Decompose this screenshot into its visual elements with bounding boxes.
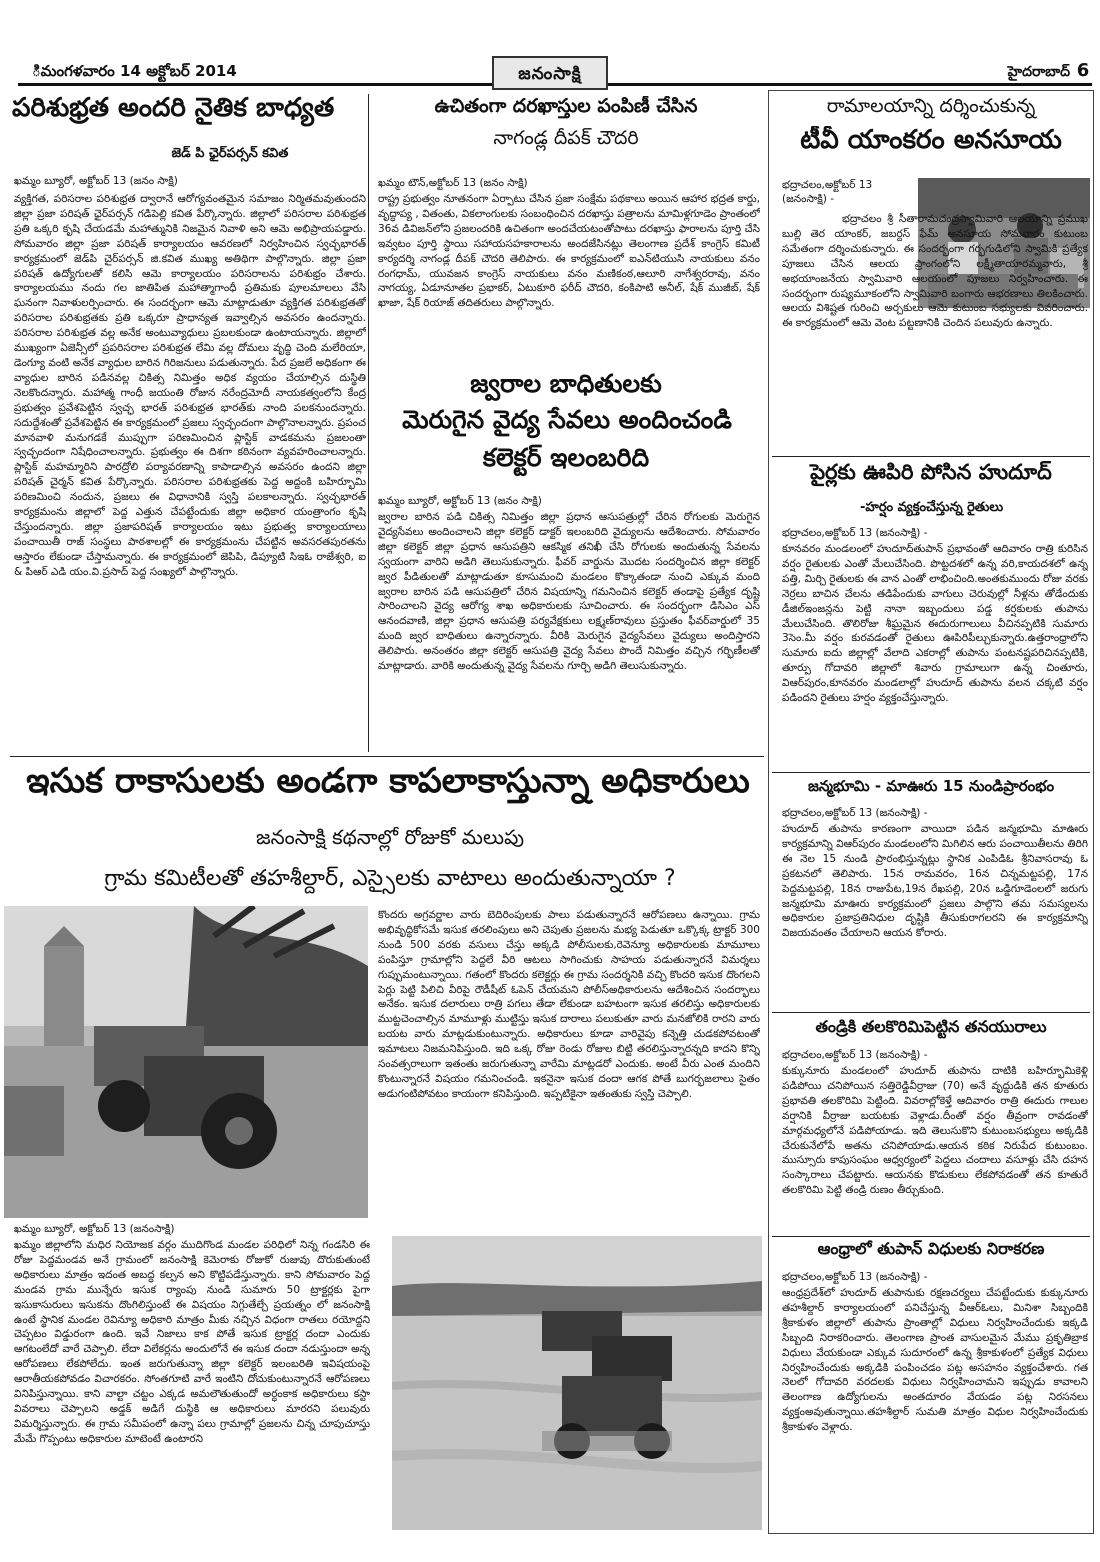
kavitha-headline: పరిశుభ్రత అందరి నైతిక బాధ్యత xyxy=(12,94,335,123)
anasuya-body: భద్రాచలం శ్రీ సీతారామచంద్రస్వామివారి ఆలయాన్ని ప్రముఖ బుల్లి తెర యాంకర్, జబర్దస్ ఫేమ్ అనసూయ సోమవారం కుటుంబ సమేతంగా దర్శించుకున్నారు. ఈ సందర్భంగా గర్భగుడిలోని స్వామికి ప్రత్యేక పూజలు చేసిన ఆలయ ప్రాంగంలోని లక్ష్మీతాయారమ్మవారు, శ్రీ అభయాంజనేయ స్వామివారి ఆలయంలో పూజలు నిర్వహించారు. ఈ సందర్భంగా రుష్యమూకంలోని స్వామివారి బంగారు ఆభరణాలు తిలకించారు. ఆలయ విశిష్టత గురించి అర్చకులు ఆమె కుటుంబ సభ్యులకు వివరించారు. ఈ కార్యక్రమంలో ఆమె వెంట పట్టణానికి చెందిన పలువురు ఉన్నారు. xyxy=(782,213,1088,330)
sand-body-right: కొందరు అగ్రవర్ణాల వారు బెదిరింపులకు పాలు పడుతున్నారనే ఆరోపణలు ఉన్నాయి. గ్రామ అభివృద్ధికోసమే ఇసుక తరలింపులు అని చెపుతు ప్రజలను మభ్య పెడుతూ ఒక్కొక్క ట్రాక్టర్ 300 నుండి 500 వరకు వసులు చేస్తు అక్కడి పోలీసులకు,రెవెన్యూ అధికారులకు మామూలు పంపిస్తూ గ్రామాల్లోని పెద్దలే వీరి ఆటలు సాగించుకు సాహయ పడుతున్నారనే విమర్శలు గుప్పుమంటున్నాయి. గతంలో కొందరు కలెక్టర్లు ఈ గ్రామ సందర్శనికి వచ్చి కొందరి ఇసుక దొంగలని పెర్లు పెట్టి పిలిచి వీరిపై రౌడీషీట్ ఓపెన్ చేయమని పోలీస్‌అధికారులను ఆదేశించిన సందర్భాలు అనేకం. ఇసుక దలారులు రాత్రి పగలు తేడా లేకుండా బహటంగా ఇసుక తరలిస్తు అధికారులకు ముట్టచెంచాల్సిన మామూళ్లు ముట్టిస్తు ఇసుక దారాలు పలుకుతూ వారు మనజోలికి రారని వారు బయట వారు మాట్లడుకుంటున్నారు. అధికారులు కూడా వారివైపు కన్నెత్తి చుడకపోవటంతో ఇమాటలు నిజమనిపిస్తుంది. ఇది ఒక్క రోజు రెండు రోజుల బిట్టి తరలిస్తున్నారన్నది కాదని కొన్ని సంవత్సరాలుగా ఇతంతు జరుగుతున్నా వారేమి మాట్లడరో ఎందుకు. అంటే వీరు ఎంత మందిని కొంటున్నారనే విషయం గమనించండి. ఇకనైనా ఇసుక దందా ఆగక పోతే బుగర్భజలాలు సైతం అడుగంటిపోవటం కాయంగా కనిపిస్తుంది. ఇప్పటికైనా ఇతంతుకు స్వస్తి చెప్పాలి. xyxy=(378,909,760,1100)
masthead-city: హైదరాబాద్ xyxy=(1007,64,1070,80)
right-divider xyxy=(772,1236,1090,1237)
anasuya-dateline: భద్రాచలం,అక్టోబర్ 13 (జనంసాక్షి) - xyxy=(782,179,873,206)
hudhud-headline: పైర్లకు ఊపిరి పోసిన హుదూద్ xyxy=(810,460,1052,484)
kavitha-subhead: జెడ్ పి ఛైర్‌పర్సన్ కవిత xyxy=(171,146,289,161)
sand-headline: ఇసుక రాకాసులకు అండగా కాపలాకాస్తున్నా అధికారులు xyxy=(26,762,750,801)
fever-headline-1: జ్వరాల బాధితులకు xyxy=(470,370,662,398)
hudhud-subhead: -హర్షం వ్యక్తంచేస్తున్న రైతులు xyxy=(860,500,1004,515)
andhra-dateline: భద్రాచలం,అక్టోబర్ 13 (జనంసాక్షి) - xyxy=(782,1271,928,1283)
fever-headline-2: మెరుగైన వైద్య సేవలు అందించండి xyxy=(402,406,732,434)
right-divider xyxy=(772,1012,1090,1013)
daughter-dateline: భద్రాచలం,అక్టోబర్ 13 (జనంసాక్షి) - xyxy=(782,1049,928,1061)
river-tractors-photo xyxy=(392,1236,762,1530)
andhra-headline: ఆంధ్రాలో తుపాన్ విధులకు నిరాకరణ xyxy=(817,1240,1045,1258)
fever-body: జ్వరాల బారిన పడి చికిత్స నిమిత్తం జిల్లా ప్రధాన ఆసుపత్రుల్లో చేరిన రోగులకు మెరుగైన వైద్యసేవలు అందించాలని జిల్లా కలెక్టర్ డాక్టర్ ఇలంబరిది వైద్యులను ఆదేశించారు. సోమవారం జిల్లా కలెక్టర్ జిల్లా ప్రధాన ఆసుపత్రిని ఆకస్మిక తనిఖీ చేసి రోగులకు అందుతున్న సేవలను స్వయంగా వారిని అడిగి తెలుసుకున్నారు. ఫీవర్ వార్డును మొదట సందర్శించిన జిల్లా కలెక్టర్ జ్వర పీడితులతో మాట్లాడుతూ కూసుమంచి మండలం కొక్కాతండా నుంచి ఎక్కువ మంది జ్వరాల బారిన పడి ఆసుపత్రిలో చేరిన విషయాన్ని గమనించిన కలెక్టర్ తండాపై ప్రత్యేక దృష్టి సారించాలని వైద్య ఆరోగ్య శాఖ అధికారులకు సూచించారు. ఈ సందర్భంగా డిసిఎం ఎస్ ఆనందవాణి, జిల్లా ప్రధాన ఆసుపత్రి పర్యవేక్షకులు లక్ష్మణ్‌రావులు ప్రస్తుతం ఫీవర్‌వార్డులో 35 మంది జ్వర బాధితులు ఉన్నారన్నారు. వీరికి మెరుగైన వైద్యసేవలు వైద్యులు అందిస్తారని తెలిపారు. అనంతరం జిల్లా కలెక్టర్ ఆసుపత్రి వైద్య సేవలు పొందే నిమిత్తం వచ్చిన గర్భిణీలతో మాట్లాడారు. వారికి అందుతున్న వైద్య సేవలను గూర్చి అడిగి తెలుసుకున్నారు. xyxy=(378,511,760,673)
fever-headline-3: కలెక్టర్ ఇలంబరిది xyxy=(482,444,650,472)
deepak-dateline: ఖమ్మం టౌన్,అక్టోబర్ 13 (జనం సాక్షి) xyxy=(378,177,528,189)
right-divider xyxy=(772,772,1090,773)
sand-dateline: ఖమ్మం బ్యూరో, అక్టోబర్ 13 (జనంసాక్షి) xyxy=(14,1223,175,1235)
deepak-headline-1: ఉచితంగా దరఖాస్తుల పంపిణీ చేసిన xyxy=(434,96,698,117)
daughter-body: కుక్కునూరు మండలంలో హుదూద్ తుపాను దాటికి బహిర్భూమికెళ్లి పడిపోయి చనిపోయిన సత్తిరెడ్డివీర్రాజు (70) అనే వృద్దుడికి తన కూతురు ప్రభావతి తలకొరిమి పెట్టింది. వివరాల్లోకెళ్తే ఆదివారం రాత్రి ఈదురు గాలుల వర్షానికి వీర్రాజు బయటకు వెళ్లాడు.దీంతో వర్షం తీవ్రంగా రావడంతో మార్గమధ్యలోనే పడిపోయాడు. ఇది తెలుసుకొని కుటుంబసభ్యులు అక్కడికి చేరుకునేలోపే అతను చనిపోయాడు.ఆయన కఠిక నిరుపేద కుటుంబం. ముస్సూరు కాపుసంఘం ఆధ్వర్యంలో పెద్దలు చందాలు వసూళ్లు చేసి దహన సంస్కారాలు చేపట్టారు. ఆయనకు కొడుకులు లేకపోవడంతో తన కూతురే తలకొరిమి పెట్టి తండ్రి రుణం తీర్చుకుంది. xyxy=(782,1065,1088,1197)
fever-dateline: ఖమ్మం బ్యూరో, అక్టోబర్ 13 (జనం సాక్షి) xyxy=(378,495,542,507)
janmabhoomi-headline: జన్మభూమి - మాఊరు 15 నుండిప్రారంభం xyxy=(807,778,1055,795)
right-divider xyxy=(772,456,1090,457)
column-rule xyxy=(368,94,369,752)
tractor-photo xyxy=(4,906,368,1218)
daughter-headline: తండ్రికి తలకొరిమిపెట్టిన తనయురాలు xyxy=(815,1018,1047,1036)
sand-body-left: ఖమ్మం జిల్లాలోని మధిర నియోజక వర్గం ముదిగొండ మండల పరిధిలో నిన్న గండసిరి ఈ రోజు పెద్దమండవ అనే గ్రామంలో జనంసాక్షి కెమెరాకు రోజుకో రుజువు దొరుకుతుంటే అధికారులు మాత్రం ఇదంత అబద్ధ కల్పన అని కొట్టిపడేస్తున్నారు. కాని సోమవారం పెద్ద మండవ గ్రామ మున్నేరు ఇసుక ర్యాంపు నుండి సుమారు 50 ట్రాక్టర్లకు పైగా ఇసుకాసురులు ఇసుకను దొంగిలిస్తుంటే ఈ విషయం నిగ్గుతేల్చే ప్రయత్నం లో జనంసాక్షి ఉంటే స్థానిక మండల రెవిన్యూ అధికారి మాత్రం మీకు నచ్చిన విధంగా రాతలు రయోద్దని చెప్పటం విడ్డురంగా ఉంది. ఇవే నిజాలు కాక పోతే ఇసుక ట్రాక్టర్ల దందా ఎందుకు ఆగటంలేదో వారే చెప్పాలి. లేదా విలేకర్లను అందులోనే ఈ ఇసుక దందా నడుస్తుందా అన్న ఆరోపణలు లేకపోలేదు. ఇంత జరుగుతున్నా జిల్లా కలెక్టర్ ఇలంబరితి ఇవిషయంపై ఆరాతీయకపోవడం విచారకరం. సోంతగూటి వారే ఇంటిని దోచుకుంటున్నారనే ఆరోపణలు వినిపిస్తున్నాయి. కాని వాల్టా చట్టం ఎక్కడ అమలౌతుతుందో అర్ధంకాక అధికారులు కస్టా వివరాలు చెప్పాలని అడ్డక్ అడిగే దుస్థికి ఆ అధికారులు మారరని పలువురు విమర్శిస్తున్నారు. ఈ గ్రామ సమీపంలో ఉన్నా పలు గ్రామాల్లో ప్రజలను చిన్న చూపుచూస్తు మేమే గొప్పంటు అధికారుల మాటెంటే ఉంటారని xyxy=(14,1239,370,1445)
sand-subhead-2: గ్రామ కమిటీలతో తహశీల్దార్, ఎస్సైలకు వాటాలు అందుతున్నాయా ? xyxy=(104,866,676,891)
hudhud-dateline: భద్రాచలం,అక్టోబర్ 13 (జనంసాక్షి) - xyxy=(782,527,928,539)
anasuya-headline-1: రామాలయాన్ని దర్శించుకున్న xyxy=(826,96,1036,117)
kavitha-body: వ్యక్తిగత, పరిసరాల పరిశుభ్రత ద్వారానే ఆరోగ్యవంతమైన సమాజం నిర్మితమవుతుందని జిల్లా ప్రజా పరిషత్ ఛైర్‌పర్సన్ గడిపెల్లి కవిత పేర్కొన్నారు. జిల్లాలో పరిసరాల పరిశుభ్రత ప్రతి ఒక్కరి కృషి చేయడమే మహాత్మునికి నిజమైన నివాళి అని ఆమె అభిప్రాయపడ్డారు. సోమవారం జిల్లా ప్రజా పరిషత్ కార్యాలయం ఆవరణలో నిర్వహించిన స్వచ్ఛభారత్ కార్యక్రమంలో జెడ్‌పి చైర్‌పర్సన్ జి.కవిత ముఖ్య అతిథిగా పాల్గొన్నారు. జిల్లా ప్రజా పరిషత్ ఉద్యోగులతో కలిసి ఆమె కార్యాలయం పరిసరాలను పరిశుభ్రం చేశారు. కార్యాలయము నందు గల జాతిపిత మహాత్మాగాంధీ ప్రతిమకు పూలమాలలు వేసి ఘనంగా నివాళులర్పించారు. ఈ సందర్భంగా ఆమె మాట్లాడుతూ వ్యక్తిగత పరిశుభ్రతతో పరిసరాల పరిశుభ్రతకు ప్రతి ఒక్కరూ ప్రాధాన్యత ఇవ్వాల్సిన అవసరం ఉందన్నారు. పరిసరాల పరిశుభ్రత వల్ల అనేక అంటువ్యాధులు ప్రబలకుండా ఉంటాయన్నారు. జిల్లాలో ముఖ్యంగా ఏజెన్సీలో ప్రపరిసరాల పరిశుభ్రత లేమి వల్ల దోమలు వృద్ధి చెంది మలేరియా, డెంగ్యూ వంటి అనేక వ్యాధుల బారిన గిరిజనులు పడుతున్నారు. పేద ప్రజలే అధికంగా ఈ వ్యాధుల బారిన పడినవల్ల చికిత్స నిమిత్తం అధిక వ్యయం చేయాల్సిన దుస్థితి నెలకొందన్నారు. మహాత్మ గాంధీ జయంతి రోజున నరేంద్రమోదీ నాయకత్వంలోని కేంద్ర ప్రభుత్వం ప్రవేశపెట్టిన స్వచ్ఛ భారత్ పరిశుభ్రత భారత్‌కు నాంది పలకనుందన్నారు. సదుద్దేశంతో ప్రవేశపెట్టిన ఈ కార్యక్రమంలో ప్రజలు స్వచ్ఛందంగా పాల్గొనాలన్నారు. ప్రపంచ మానవాళి మనుగడకే ముప్పుగా పరిణమించిన ప్లాస్టిక్ వాడకమను ప్రజలంతా స్వచ్ఛందంగా నిషేధించాలన్నారు. ప్రభుత్వం ఈ దిశగా కఠినంగా వ్యవహరించాలన్నారు. ప్లాస్టిక్ మహమ్మారిని పారద్రోలి పర్యావరణాన్ని కాపాడాల్సిన అవసరం ఉందని జిల్లా పరిషత్ చైర్మన్ కవిత పేర్కొన్నారు. పరిసరాల పరిశుభ్రతకు పెద్ద అద్దంకి బహిర్భూమి పరిణమించి నందున, ప్రజలు ఈ విధానానికి స్వస్తి పలకాలన్నారు. స్వచ్ఛభారత్ కార్యక్రమంను జిల్లాలో పెద్ద ఎత్తున చేపట్టేందుకు జిల్లా అధికార యంత్రాంగం కృషి చేస్తుందన్నారు. జిల్లా ప్రజాపరిషత్ కార్యాలయం ఇటు ప్రభుత్వ కార్యాలయాలు పంచాయితీ రాజ్ సంస్థలు పాఠశాలల్లో ఈ కార్యక్రమంను చేపట్టిన అవసరతపురతను ఆస్తారం లేకుండా చేస్తామన్నారు. ఈ కార్యక్రమంలో జెపిపి, డిప్యూటి సిఇఓ రాజేశ్వరి, ఐ & పిఆర్ ఎడి యం.వి.ప్రసాద్ పెద్ద సంఖ్యలో పాల్గొన్నారు. xyxy=(14,193,366,578)
deepak-headline-2: నాగండ్ల దీపక్ చౌదరి xyxy=(493,128,639,149)
page-number: 6 xyxy=(1076,60,1090,81)
kavitha-dateline: ఖమ్మం బ్యూరో, అక్టోబర్ 13 (జనం సాక్షి) xyxy=(14,175,178,187)
sand-subhead-1: జనంసాక్షి కథనాల్లో రోజుకో మలుపు xyxy=(255,826,525,849)
hudhud-body: కూనవరం మండలంలో హుదూద్‌తుపాన్ ప్రభావంతో ఆదివారం రాత్రి కురిసిన వర్షం రైతులకు ఎంతో మేలుచేసింది. పొట్టదశలో ఉన్న వరి,కాయదశలో ఉన్న పత్తి, మిర్చి రైతులకు ఈ వాన ఎంతో లాభించింది.అంతకుముందు రోజు వరకు నెర్రలు బాచిన చేలను తడిపేందుకు వాగులు చెరువుల్లో నీళ్లను తోడేందుకు డీజిల్‌ఇంజన్లను పెట్టి నానా ఇబ్బందులు పడ్డ కర్షకులకు తుపాను మేలుచేసింది. తొలిరోజు శీఘ్రమైన ఈదురుగాలులు వీచినప్పటికి సుమారు 3సెం.మీ వర్షం కురవడంతో రైతులు ఊపిరిపీల్చుకున్నారు.ఉత్తరాంధ్రాలోని సుమారు ఐదు జిల్లాల్లో వేలాది ఎకరాల్లో తుపాను పంటనష్టపరిచినప్పటికి, తూర్పు గోదావరి జిల్లాలో శివారు గ్రామాలుగా ఉన్న చింతూరు, విఆర్‌పురం,కూనవరం మండలాల్లో హుదూద్ తుపాను వలన చక్కటి వర్షం పడిందని రైతులు హర్షం వ్యక్తంచేస్తున్నారు. xyxy=(782,543,1088,705)
janmabhoomi-body: హుదూద్ తుపాను కారణంగా వాయిదా పడిన జన్మభూమి మాఊరు కార్యక్రమాన్ని విఆర్‌పురం మండలంలోని మిగిలిన ఆరు పంచాయితీలను తిరిగి ఈ నెల 15 నుండి ప్రారంభిస్తున్నట్లు స్థానిక ఎంపిడిఓ శ్రీనివాసరావు ఓ ప్రకటనలో తెలిపారు. 15న రామవరం, 16న చిన్నమట్టపల్లి, 17న పెద్దమట్టపల్లి, 18న రాజుపేట,19న రేఖపల్లి, 20న ఒడ్డిగూడెంలలో జరుగు జన్మభూమి మాఊరు కార్యక్రమంలో ప్రజలు పాల్గొని తమ సమస్యలను అధికారుల ప్రజాప్రతినిధుల దృష్టికి తీసుకురాగలరని ఈ కార్యక్రమాన్ని విజయవంతం చేయాలని ఆయన కోరారు. xyxy=(782,823,1088,940)
andhra-body: ఆంధ్రప్రదేశ్‌లో హుదూద్ తుపానుకు రక్షణచర్యలు చేపట్టేందుకు కుక్కునూరు తహశీల్దార్ కార్యాలయంలో పనిచేస్తున్న వీఆర్‌ఓలు, మినిశా సిబ్బందికి శ్రీకాకుళం జిల్లాలో తుపాను ప్రాంతాల్లో విధులు నిర్వహించేందుకు ఇక్కడి సిబ్బంది నిరాకరించారు. తెలంగాణ ప్రాంత వాసులమైన మేము ప్రకృతిబ్రాక విధులు వేయకుండా ఎక్కువ సుదూరంలో ఉన్న శ్రీకాకుళంలో ప్రత్యేక విధులు నిర్వహించేందుకు అక్కడికి పంపించడం పట్ల అసహనం వ్యక్తంచేశారు. గత నెలలో గోదావరి వరదలకు విధులు నిర్వహించామని ఇప్పుడు కావాలని తెలంగాణ ఉద్యోగులను అంతదూరం వేయడం పట్ల నిరసనలు వ్యక్తంఅవుతున్నాయి.తహశీల్దార్ సుమతి మాత్రం విధుల నిర్వహించేందుకు శ్రీకాకుళం వెళ్లారు. xyxy=(782,1287,1088,1434)
masthead-date: ిమంగళవారం 14 అక్టోబర్ 2014 xyxy=(32,62,237,80)
newspaper-logo: జనంసాక్షి xyxy=(492,56,608,90)
section-divider xyxy=(10,756,764,757)
deepak-body: రాష్ట్ర ప్రభుత్వం నూతనంగా ఏర్పాటు చేసిన ప్రజా సంక్షేమ పథకాలు అయిన ఆహార భద్రత కార్డు, వృద్ధాప్య , వితంతు, వికలాంగులకు సంబంధించిన దరఖాస్తు పత్రాలను మామిళ్లగూడెం ప్రాంతంలో 36వ డివిజన్‌లోని ప్రజలందరికి ఉచితంగా అందచేయటంతోపాటు దరఖాస్తు ఫారాలను పూర్తి చేసి ఇవ్వటం పూర్తి స్థాయి సహాయసహకారాలను అందజేసినట్లు తెలంగాణ ప్రదేశ్ కాంగ్రెస్ కమిటీ కార్యదర్శి నాగండ్ల దీపక్ చౌదరి తెలిపారు. ఈ కార్యక్రమంలో ఐఎన్‌టియుసి నాయకులు వనం రంగధామ్, యువజన కాంగ్రెస్ నాయకులు వనం మణికంఠ,ఆలూరి నాగేశ్వరరావు, వనం నాగయ్య, ఏడూనూతల ప్రభాకర్, ఏటుకూరి ఫరీద్ చౌదరి, కంకిపాటి అనీల్, షేక్ ముజీబ్, షేక్ ఖాజా, షేక్ రియాజ్ తదితరులు పాల్గొన్నారు. xyxy=(378,193,760,310)
anasuya-headline-2: టీవీ యాంకరం అనసూయ xyxy=(800,126,1062,155)
janmabhoomi-dateline: భద్రాచలం,అక్టోబర్ 13 (జనంసాక్షి) - xyxy=(782,807,928,819)
